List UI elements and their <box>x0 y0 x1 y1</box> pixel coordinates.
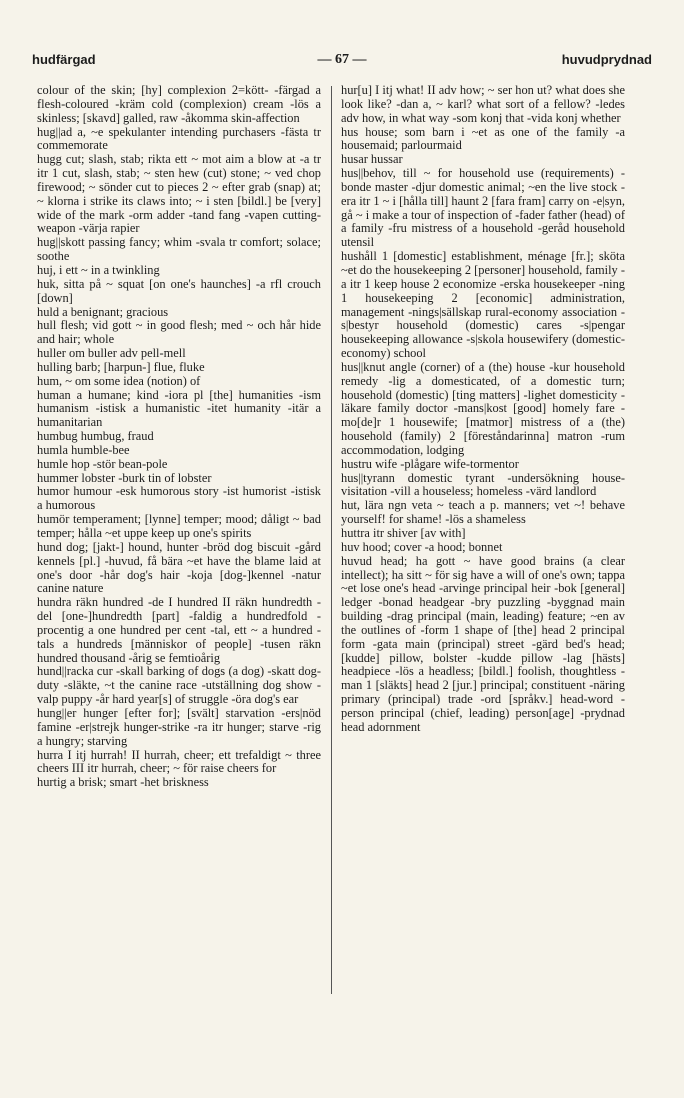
column-divider <box>331 86 332 994</box>
dictionary-entry: huller om buller adv pell-mell <box>37 346 186 361</box>
dictionary-entry: hustru wife -plågare wife-tormentor <box>341 456 519 471</box>
left-column <box>37 84 321 790</box>
dictionary-entry: hur[u] I itj what! II adv how; ~ ser hon ut? what does she look like? -dan a, ~ karl? what sort of a fellow? -ledes adv how, in what way -som konj that -vida konj whether <box>341 83 625 125</box>
dictionary-entry: hug||ad a, ~e spekulanter intending purchasers -fästa tr commemorate <box>37 124 321 153</box>
dictionary-entry: hund dog; [jakt-] hound, hunter -bröd dog biscuit -gård kennels [pl.] -huvud, få bära ~et have the blame laid at one's door -hår dog's hair -koja [dog-]kennel -natur canine nature <box>37 539 321 596</box>
dictionary-entry: hut, lära ngn veta ~ teach a p. manners; vet ~! behave yourself! for shame! -lös a shameless <box>341 498 625 527</box>
dictionary-entry: hundra räkn hundred -de I hundred II räkn hundredth -del [one-]hundredth [part] -faldig a hundredfold -procentig a one hundred per cent -tal, ett ~ a hundred -tals a hundreds [människor of people] -tusen räkn hundred thousand -årig se femtioårig <box>37 595 321 665</box>
dictionary-entry: huj, i ett ~ in a twinkling <box>37 262 160 277</box>
dictionary-entry: hull flesh; vid gott ~ in good flesh; med ~ och hår hide and hair; whole <box>37 318 321 347</box>
dictionary-entry: hus house; som barn i ~et as one of the family -a housemaid; parlourmaid <box>341 124 625 153</box>
dictionary-entry: humle hop -stör bean-pole <box>37 456 168 471</box>
dictionary-entry: hushåll 1 [domestic] establishment, ménage [fr.]; sköta ~et do the housekeeping 2 [personer] household, family -a itr 1 keep house 2 economize -erska housekeeper -ning 1 housekeeping 2 [economic] administration, management -nings|sällskap rural-economy association -s|bestyr household (domestic) cares -s|pengar housekeeping allowance -s|skola housewifery (domestic-economy) school <box>341 249 625 361</box>
left-guide-word: hudfärgad <box>32 52 96 67</box>
dictionary-entry: huv hood; cover -a hood; bonnet <box>341 539 503 554</box>
dictionary-entry: hung||er hunger [efter for]; [svält] starvation -ers|nöd famine -er|strejk hunger-strike -ra itr hunger; starve -rig a hungry; starving <box>37 705 321 748</box>
dictionary-entry: huk, sitta på ~ squat [on one's haunches] -a rfl crouch [down] <box>37 276 321 305</box>
dictionary-entry: huvud head; ha gott ~ have good brains (a clear intellect); ha sitt ~ för sig have a will of one's own; tappa ~et lose one's head -arvinge principal heir -bok [general] ledger -bonad headgear -bry puzzling -byggnad main building -drag principal (main, leading) feature; ~en av the outlines of -form 1 shape of [the] head 2 principal form -gata main (principal) street -gärd bed's head; [kudde] pillow, bolster -kudde pillow -lag [hästs] headpiece -lös a headless; [bildl.] foolish, thoughtless -man 1 [släkts] head 2 [jur.] principal; constituent -näring primary (principal) trade -ord [språkv.] head-word -person principal (chief, leading) person[age] -prydnad head adornment <box>341 553 625 734</box>
dictionary-entry: huttra itr shiver [av with] <box>341 526 466 540</box>
dictionary-entry: humla humble-bee <box>37 442 130 457</box>
dictionary-entry: humbug humbug, fraud <box>37 429 154 444</box>
dictionary-entry: hug||skott passing fancy; whim -svala tr comfort; solace; soothe <box>37 235 321 264</box>
right-guide-word: huvudprydnad <box>561 52 652 67</box>
dictionary-entry: hus||behov, till ~ for household use (requirements) -bonde master -djur domestic animal; ~en the live stock -era itr 1 ~ i [hålla till] haunt 2 [fara fram] carry on -e|syn, gå ~ i make a tour of inspection of -fader father (head) of a family -fru mistress of a household -geråd household utensil <box>341 166 625 250</box>
dictionary-entry: colour of the skin; [hy] complexion 2=kött- -färgad a flesh-coloured -kräm cold (complexion) cream -lös a skinless; [skavd] galled, raw -åkomma skin-affection <box>37 83 321 125</box>
dictionary-entry: humör temperament; [lynne] temper; mood; dåligt ~ bad temper; hålla ~et uppe keep up one's spirits <box>37 512 321 540</box>
dictionary-entry: hund||racka cur -skall barking of dogs (a dog) -skatt dog-duty -släkte, ~t the canine race -utställning dog show -valp puppy -år hard year[s] of struggle -öra dog's ear <box>37 664 321 707</box>
dictionary-entry: husar hussar <box>341 152 403 167</box>
dictionary-entry: hugg cut; slash, stab; rikta ett ~ mot aim a blow at -a tr itr 1 cut, slash, stab; ~ sten hew (cut) stone; ~ ved chop firewood; ~ sönder cut to pieces 2 ~ efter grab (snap) at; ~ klorna i strike its claws into; ~ i sten [bildl.] be [very] wide of the mark -orm adder -tand fang -vapen cutting-weapon -värja rapier <box>37 152 321 236</box>
dictionary-entry: hulling barb; [harpun-] flue, fluke <box>37 359 205 374</box>
page-number: — 67 — <box>317 52 367 67</box>
dictionary-entry: human a humane; kind -iora pl [the] humanities -ism humanism -istisk a humanistic -itet humanity -itär a humanitarian <box>37 387 321 430</box>
dictionary-entry: humor humour -esk humorous story -ist humorist -istisk a humorous <box>37 484 321 513</box>
right-column <box>341 84 625 735</box>
page-header <box>32 52 652 70</box>
dictionary-entry: hummer lobster -burk tin of lobster <box>37 470 212 485</box>
dictionary-entry: hum, ~ om some idea (notion) of <box>37 373 201 388</box>
dictionary-entry: hus||tyrann domestic tyrant -undersökning house-visitation -vill a houseless; homeless -värd landlord <box>341 470 625 499</box>
dictionary-entry: hus||knut angle (corner) of a (the) house -kur household remedy -lig a domesticated, of a domestic turn; household (domestic) [ting matters] -lighet domesticity -läkare family doctor -mans|kost [good] homely fare -mo[de]r 1 housewife; [matmor] mistress of a (the) household (family) 2 [föreståndarinna] matron -rum accommodation, lodging <box>341 359 625 457</box>
dictionary-entry: hurtig a brisk; smart -het briskness <box>37 775 209 790</box>
dictionary-entry: huld a benignant; gracious <box>37 304 169 319</box>
dictionary-entry: hurra I itj hurrah! II hurrah, cheer; ett trefaldigt ~ three cheers III itr hurrah, cheer; ~ för raise cheers for <box>37 747 321 776</box>
